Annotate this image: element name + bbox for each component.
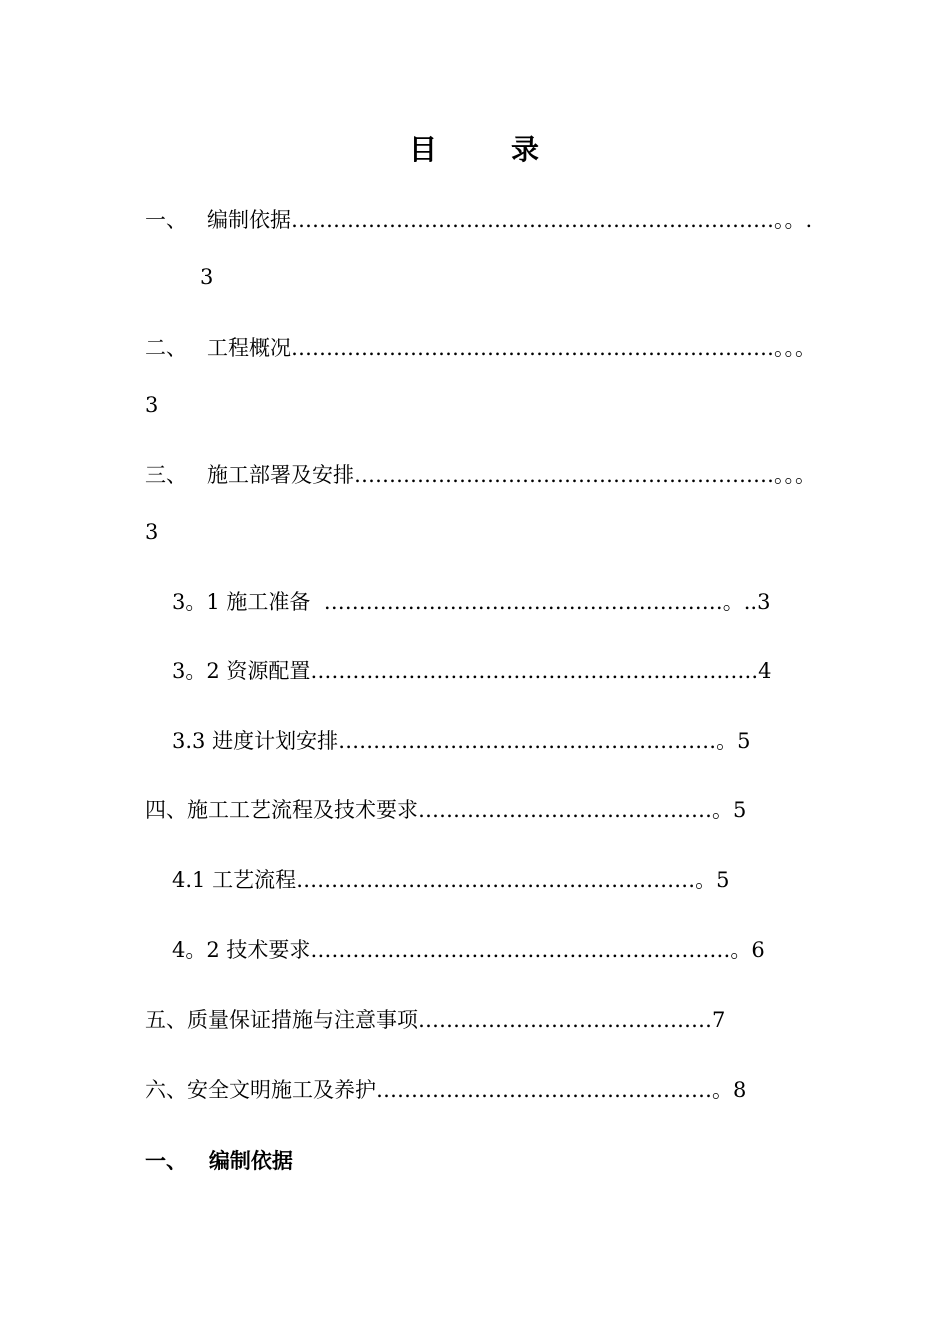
toc-entry-4: 四、施工工艺流程及技术要求……………………………………。5 bbox=[145, 798, 747, 822]
section-heading: 一、 编制依据 bbox=[145, 1148, 293, 1173]
toc-entry-3-3: 3.3 进度计划安排………………………………………………。5 bbox=[172, 729, 751, 753]
toc-entry-3-1: 3。1 施工准备 …………………………………………………。..3 bbox=[172, 590, 771, 614]
toc-title bbox=[0, 128, 950, 168]
toc-entry-4-2: 4。2 技术要求……………………………………………………。6 bbox=[172, 938, 765, 962]
toc-title-char-1: 目 bbox=[408, 133, 439, 166]
toc-entry-1-page: 3 bbox=[200, 265, 214, 289]
toc-entry-1: 一、 编制依据……………………………………………………………。。. bbox=[145, 208, 813, 232]
toc-entry-4-1: 4.1 工艺流程…………………………………………………。5 bbox=[172, 868, 730, 892]
toc-entry-2-page: 3 bbox=[145, 393, 159, 417]
toc-entry-6: 六、安全文明施工及养护…………………………………………。8 bbox=[145, 1078, 747, 1102]
toc-entry-2: 二、 工程概况……………………………………………………………。。。 bbox=[145, 336, 817, 360]
toc-entry-3-page: 3 bbox=[145, 520, 159, 544]
toc-entry-3-2: 3。2 资源配置……………………………………………………….4 bbox=[172, 659, 772, 683]
toc-entry-5: 五、质量保证措施与注意事项……………………………………7 bbox=[145, 1008, 726, 1032]
toc-title-char-2: 录 bbox=[511, 133, 542, 166]
toc-entry-3: 三、 施工部署及安排……………………………………………………。。。 bbox=[145, 463, 817, 487]
